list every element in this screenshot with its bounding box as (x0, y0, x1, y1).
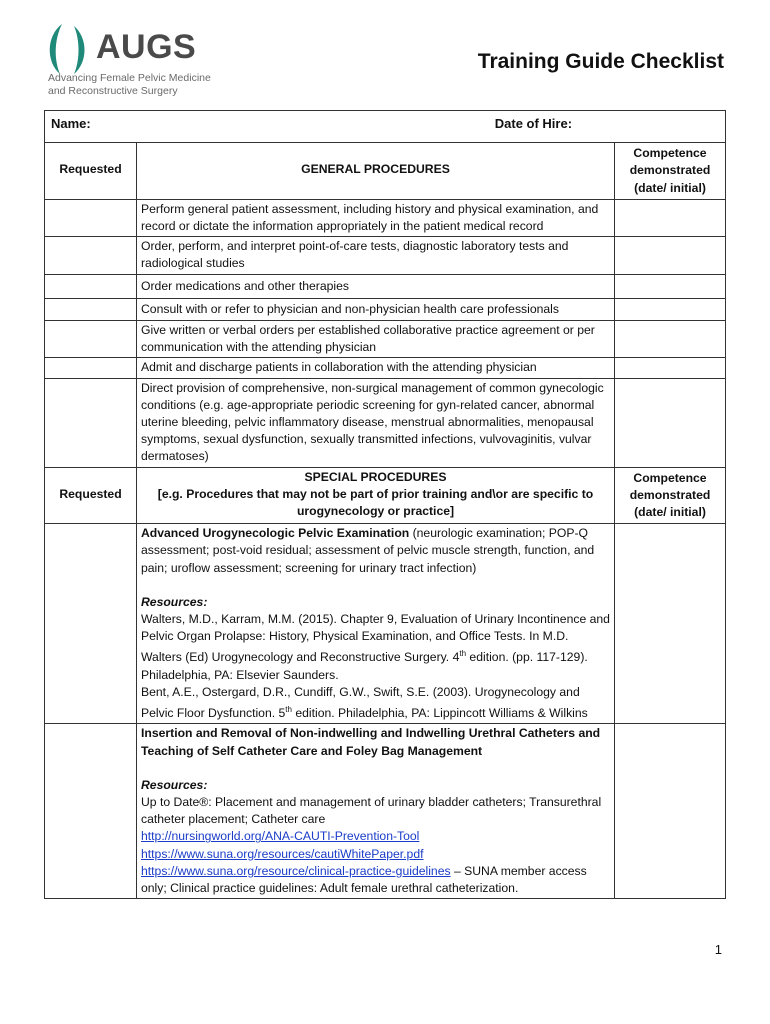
suna-guidelines-link[interactable]: https://www.suna.org/resource/clinical-practice-guidelines (141, 863, 451, 878)
requested-cell[interactable] (45, 299, 137, 320)
reference-text: – SUNA member access only; Clinical practice guidelines: Adult female urethral catheterization. (141, 863, 587, 896)
competence-cell[interactable] (615, 200, 725, 236)
competence-cell[interactable] (615, 358, 725, 377)
page-number: 1 (714, 942, 722, 957)
logo-tagline: Advancing Female Pelvic Medicine and Reconstructive Surgery (48, 72, 211, 97)
special-header-row (45, 467, 725, 524)
table-row (45, 723, 725, 898)
name-label: Name: (51, 116, 91, 131)
general-header-row (45, 142, 725, 199)
reference-text: Bent, A.E., Ostergard, D.R., Cundiff, G.W., Swift, S.E. (2003). Urogynecology and Pelvic Floor Dysfunction. 5th edition. Philadelphia, PA: Lippincott Williams & Wilkins (141, 684, 588, 721)
logo-wordmark: AUGS (96, 28, 197, 66)
checklist-table (44, 110, 726, 899)
table-row (45, 298, 725, 320)
competence-cell[interactable] (615, 379, 725, 467)
ana-cauti-link[interactable]: http://nursingworld.org/ANA-CAUTI-Prevention-Tool (141, 829, 420, 844)
table-row (45, 236, 725, 273)
procedure-cell: Admit and discharge patients in collaboration with the attending physician (137, 358, 615, 377)
competence-cell[interactable] (615, 237, 725, 273)
special-procedures-heading: SPECIAL PROCEDURES [e.g. Procedures that may not be part of prior training and\or are specific to urogynecology or practice] (137, 468, 615, 524)
competence-cell[interactable] (615, 275, 725, 298)
competence-cell[interactable] (615, 724, 725, 898)
requested-cell[interactable] (45, 275, 137, 298)
procedure-cell: Order, perform, and interpret point-of-care tests, diagnostic laboratory tests and radiological studies (137, 237, 615, 273)
procedure-cell: Give written or verbal orders per established collaborative practice agreement or per communication with the attending physician (137, 321, 615, 357)
suna-white-paper-link[interactable]: https://www.suna.org/resources/cautiWhitePaper.pdf (141, 846, 424, 861)
requested-cell[interactable] (45, 321, 137, 357)
procedure-cell: Consult with or refer to physician and non-physician health care professionals (137, 299, 615, 320)
procedure-cell (137, 724, 615, 898)
procedure-description: (neurologic examination; POP-Q assessment; post-void residual; assessment of pelvic muscle strength, function, and pain; uroflow assessment; screening for urinary tract infection) (141, 526, 595, 575)
requested-cell[interactable] (45, 237, 137, 273)
procedure-title: Advanced Urogynecologic Pelvic Examination (141, 526, 410, 541)
procedure-cell (137, 524, 615, 723)
requested-cell[interactable] (45, 200, 137, 236)
requested-header: Requested (45, 468, 137, 524)
page-title: Training Guide Checklist (477, 50, 724, 73)
table-row (45, 523, 725, 723)
competence-cell[interactable] (615, 299, 725, 320)
procedure-title: Insertion and Removal of Non-indwelling and Indwelling Urethral Catheters and Teaching of Self Catheter Care and Foley Bag Management (141, 726, 601, 758)
requested-cell[interactable] (45, 524, 137, 723)
reference-text: Up to Date®: Placement and management of urinary bladder catheters; Transurethral catheter placement; Catheter care (141, 795, 602, 827)
table-row (45, 357, 725, 377)
requested-cell[interactable] (45, 724, 137, 898)
header-row (45, 111, 725, 142)
table-row (45, 378, 725, 467)
date-of-hire-label: Date of Hire: (494, 116, 573, 131)
requested-cell[interactable] (45, 379, 137, 467)
procedure-cell: Order medications and other therapies (137, 275, 615, 298)
requested-cell[interactable] (45, 358, 137, 377)
resources-label: Resources: (141, 777, 208, 792)
procedure-cell: Direct provision of comprehensive, non-surgical management of common gynecologic conditions (e.g. age-appropriate periodic screening for gyn-related cancer, abnormal uterine bleeding, pelvic inflammatory disease, menstrual abnormalities, menopausal symptoms, sexual dysfunction, sexually transmitted infections, vulvovaginitis, vulvar dermatoses) (137, 379, 615, 467)
competence-header: Competence demonstrated (date/ initial) (629, 470, 711, 520)
competence-header: Competence demonstrated (date/ initial) (629, 146, 711, 195)
table-row (45, 274, 725, 298)
competence-cell[interactable] (615, 524, 725, 723)
requested-header: Requested (45, 143, 137, 199)
general-procedures-heading: GENERAL PROCEDURES (137, 143, 615, 199)
competence-cell[interactable] (615, 321, 725, 357)
procedure-cell: Perform general patient assessment, including history and physical examination, and record or dictate the information appropriately in the patient medical record (137, 200, 615, 236)
table-row (45, 320, 725, 357)
table-row (45, 199, 725, 236)
resources-label: Resources: (141, 594, 208, 609)
reference-text: Walters, M.D., Karram, M.M. (2015). Chapter 9, Evaluation of Urinary Incontinence and Pelvic Organ Prolapse: History, Physical Examination, and Office Tests. In M.D. Walters (Ed) Urogynecology and Reconstructive Surgery. 4th edition. (pp. 117-129). Philadelphia, PA: Elsevier Saunders. (141, 612, 610, 682)
